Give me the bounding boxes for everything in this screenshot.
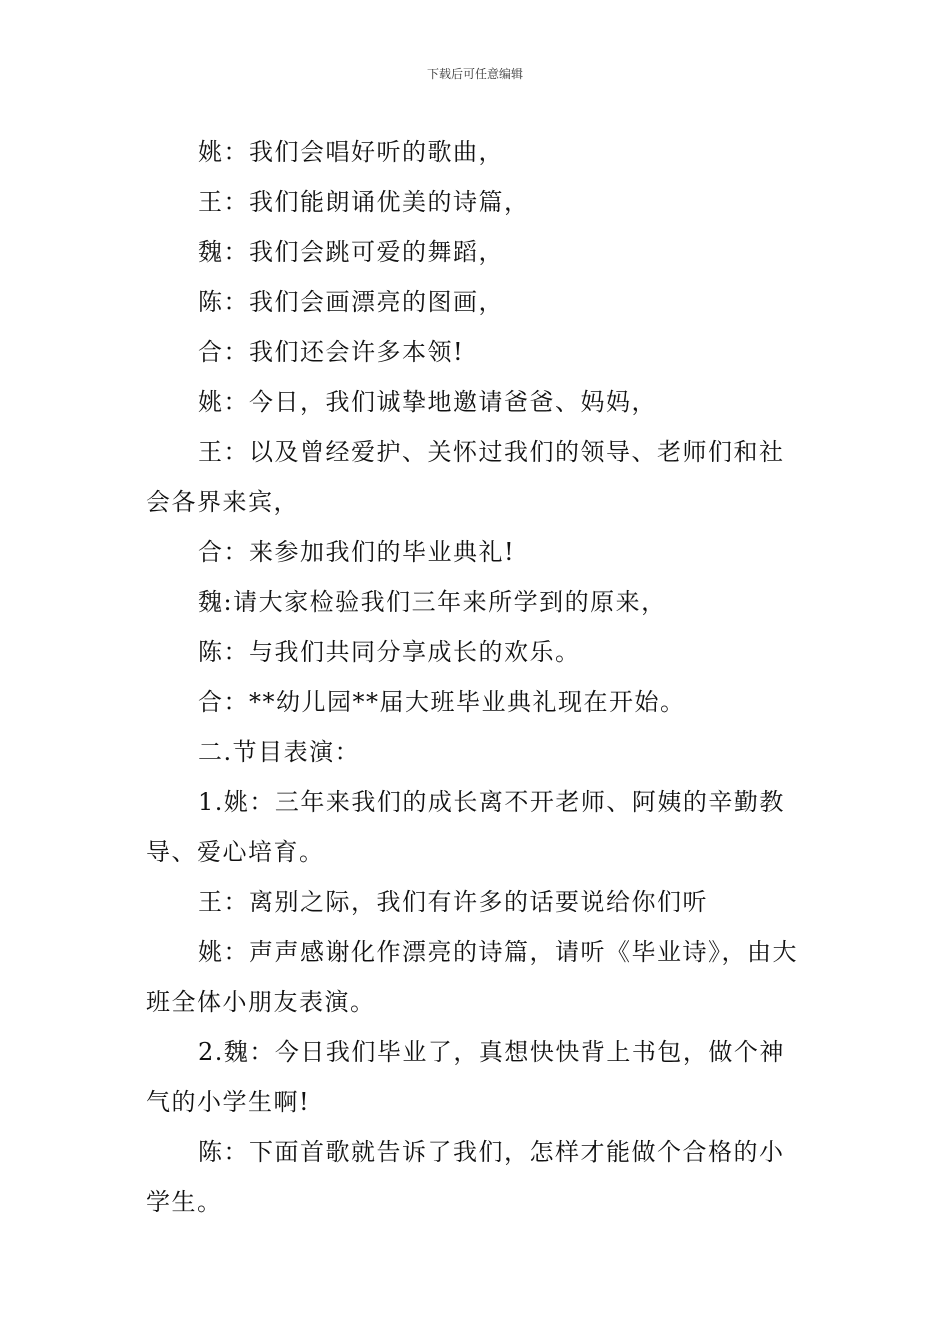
paragraph: 魏：我们会跳可爱的舞蹈，: [198, 238, 504, 266]
paragraph: 2.魏：今日我们毕业了，真想快快背上书包，做个神气的小学生啊!: [146, 1038, 785, 1116]
paragraph: 姚：今日，我们诚挚地邀请爸爸、妈妈，: [198, 388, 657, 416]
document-body: [146, 127, 806, 1227]
paragraph: 姚：声声感谢化作漂亮的诗篇，请听《毕业诗》，由大班全体小朋友表演。: [146, 938, 798, 1016]
paragraph: 陈：下面首歌就告诉了我们，怎样才能做个合格的小学生。: [146, 1138, 785, 1216]
paragraph: 合：**幼儿园**届大班毕业典礼现在开始。: [198, 688, 686, 716]
page-header-note: 下载后可任意编辑: [426, 67, 523, 81]
paragraph: 姚：我们会唱好听的歌曲，: [198, 138, 504, 166]
paragraph: 陈：与我们共同分享成长的欢乐。: [198, 638, 581, 666]
paragraph: 王：离别之际，我们有许多的话要说给你们听: [198, 888, 708, 916]
paragraph: 合：我们还会许多本领!: [198, 338, 465, 366]
paragraph: 陈：我们会画漂亮的图画，: [198, 288, 504, 316]
section-heading: 二.节目表演：: [198, 738, 361, 766]
paragraph: 王：以及曾经爱护、关怀过我们的领导、老师们和社会各界来宾，: [146, 438, 785, 516]
paragraph: 魏:请大家检验我们三年来所学到的原来，: [198, 588, 667, 616]
paragraph: 合：来参加我们的毕业典礼!: [198, 538, 516, 566]
paragraph: 王：我们能朗诵优美的诗篇，: [198, 188, 530, 216]
paragraph: 1.姚：三年来我们的成长离不开老师、阿姨的辛勤教导、爱心培育。: [146, 788, 785, 866]
